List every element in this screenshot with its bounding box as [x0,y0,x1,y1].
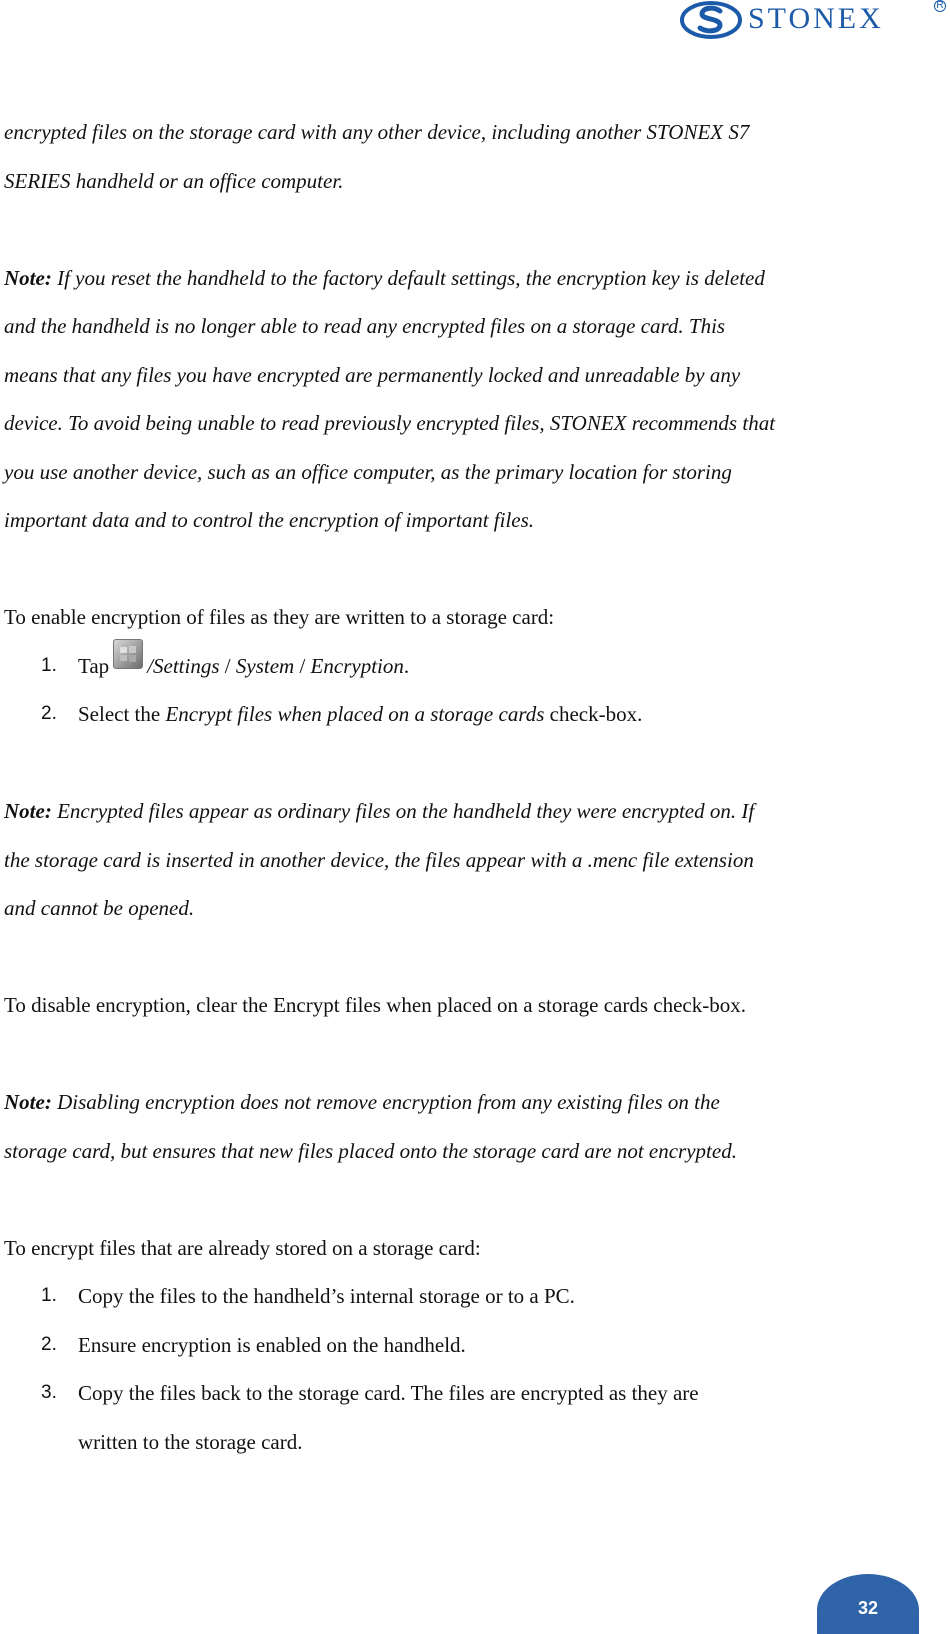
note-line: and the handheld is no longer able to read any encrypted files on a storage card. This [4,314,726,338]
page-number: 32 [857,1598,879,1618]
logo-wordmark: STONEX [748,2,884,35]
note-label: Note: [4,1090,52,1114]
encrypt-existing-intro: To encrypt files that are already stored on a storage card: [4,1235,481,1260]
list-item: 1. Tap /Settings / System / Encryption. [4,642,864,691]
paragraph-line: SERIES handheld or an office computer. [4,168,344,193]
stonex-logo [680,0,950,44]
note-line: important data and to control the encryption of important files. [4,508,535,532]
note-label: Note: [4,265,52,290]
list-item-continuation: written to the storage card. [78,1429,303,1454]
paragraph-line: encrypted files on the storage card with any other device, including another STONEX S7 [4,120,750,144]
list-item: 3. Copy the files back to the storage card. The files are encrypted as they are [41,1381,699,1405]
disable-instruction: To disable encryption, clear the Encrypt files when placed on a storage cards check-box. [4,993,746,1017]
note-line: storage card, but ensures that new files placed onto the storage card are not encrypted. [4,1138,737,1163]
note-line: the storage card is inserted in another device, the files appear with a .menc file extension [4,847,754,872]
note-line: Note: If you reset the handheld to the factory default settings, the encryption key is deleted [4,265,765,290]
page-number-badge [817,1574,919,1634]
registered-mark: R [934,0,946,12]
note-line: device. To avoid being unable to read previously encrypted files, STONEX recommends that [4,411,776,435]
enable-intro: To enable encryption of files as they are written to a storage card: [4,605,555,629]
windows-start-icon [113,639,143,669]
list-item: 1. Copy the files to the handheld’s internal storage or to a PC. [41,1284,575,1308]
note-line: you use another device, such as an office computer, as the primary location for storing [4,459,732,484]
list-item: 2. Ensure encryption is enabled on the handheld. [41,1332,466,1357]
note-line: and cannot be opened. [4,896,195,920]
note-label: Note: [4,799,52,823]
note-line: means that any files you have encrypted are permanently locked and unreadable by any [4,362,741,387]
list-item: 2. Select the Encrypt files when placed on a storage cards check-box. [41,702,643,726]
note-line: Note: Encrypted files appear as ordinary files on the handheld they were encrypted on. If [4,799,755,823]
stonex-logo-icon [680,0,742,40]
document-body [4,108,864,1466]
note-line: Note: Disabling encryption does not remove encryption from any existing files on the [4,1090,720,1114]
